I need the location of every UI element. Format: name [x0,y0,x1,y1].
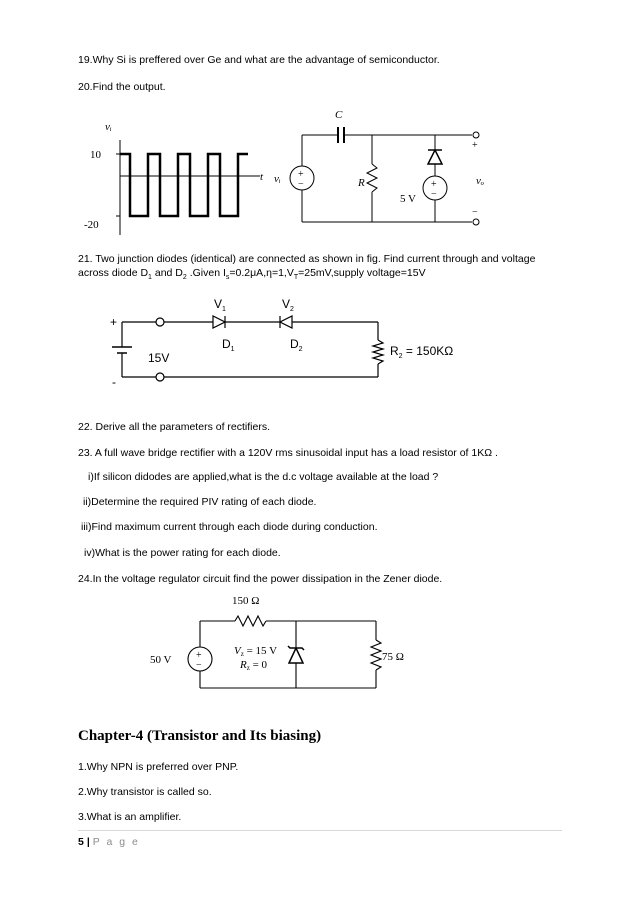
question-24: 24.In the voltage regulator circuit find the power dissipation in the Zener diode. [78,573,443,585]
v2-label: $V_2$ [282,297,294,313]
supply-minus-sign: - [112,375,116,389]
battery-label: 5 V [400,193,416,205]
y-top-label: 10 [90,149,101,161]
question-21: 21. Two junction diodes (identical) are connected as shown in fig. Find current through and voltage across diode $D_1$ and $D_2$ .Given $I_s=0.2\mu A,\eta=1,V_T=25mV,supply$ voltage=15V [78,253,536,282]
battery-plus-sign: + [431,179,437,190]
page-word: P a g e [92,836,140,848]
waveform-plot [116,140,260,235]
v1-label: $V_1$ [214,297,226,313]
supply-voltage-label: 15V [148,351,170,365]
question-23: 23. A full wave bridge rectifier with a 120V rms sinusoidal input has a load resistor of 1KΩ . [78,447,498,459]
source-plus-sign: + [196,650,202,661]
question-19: 19.Why Si is preffered over Ge and what are the advantage of semiconductor. [78,54,440,66]
vi-source-label: vᵢ [274,173,281,185]
vo-label: vₒ [476,175,485,187]
question-23-ii: ii)Determine the required PIV rating of each diode. [83,496,317,508]
chapter-4-question-3: 3.What is an amplifier. [78,811,182,823]
question-23-iii: iii)Find maximum current through each diode during conduction. [81,521,378,533]
clipper-circuit [290,127,479,225]
battery-minus-sign: − [431,189,437,200]
figure-q24-circuit [140,588,420,698]
question-23-i: i)If silicon didodes are applied,what is the d.c voltage available at the load ? [88,471,439,483]
chapter-4-question-1: 1.Why NPN is preferred over PNP. [78,761,239,773]
source-minus-sign: − [298,179,304,190]
question-20: 20.Find the output. [78,81,166,93]
d1-label: $D_1$ [222,337,235,353]
zener-resistance-label: Rz = 0 [240,659,268,672]
figure-q21-circuit [100,292,500,392]
resistor-label: R [358,177,365,189]
chapter-4-heading: Chapter-4 (Transistor and Its biasing) [78,728,322,744]
source-voltage-label: 50 V [150,654,172,666]
series-resistor-label: 150 Ω [232,595,260,607]
r2-label: $R_2 = 150K\Omega$ [390,344,454,360]
supply-plus-sign: + [110,315,118,329]
question-23-iv: iv)What is the power rating for each diode. [84,547,281,559]
output-plus-sign: + [472,140,478,151]
chapter-4-question-2: 2.Why transistor is called so. [78,786,212,798]
output-minus-sign: − [472,207,478,218]
capacitor-label: C [335,109,343,121]
page-number: 5 [78,836,84,848]
question-22: 22. Derive all the parameters of rectifiers. [78,421,270,433]
vi-axis-label: vᵢ [105,121,112,133]
d2-label: $D_2$ [290,337,303,353]
source-plus-sign: + [298,169,304,180]
source-minus-sign: − [196,660,202,671]
page-footer: 5 | P a g e [78,836,140,848]
figure-q20-circuit [80,100,500,250]
t-label: t [260,171,264,183]
footer-divider [78,830,562,831]
zener-voltage-label: Vz = 15 V [234,645,278,658]
y-bottom-label: -20 [84,219,99,231]
load-resistor-label: 75 Ω [382,651,404,663]
